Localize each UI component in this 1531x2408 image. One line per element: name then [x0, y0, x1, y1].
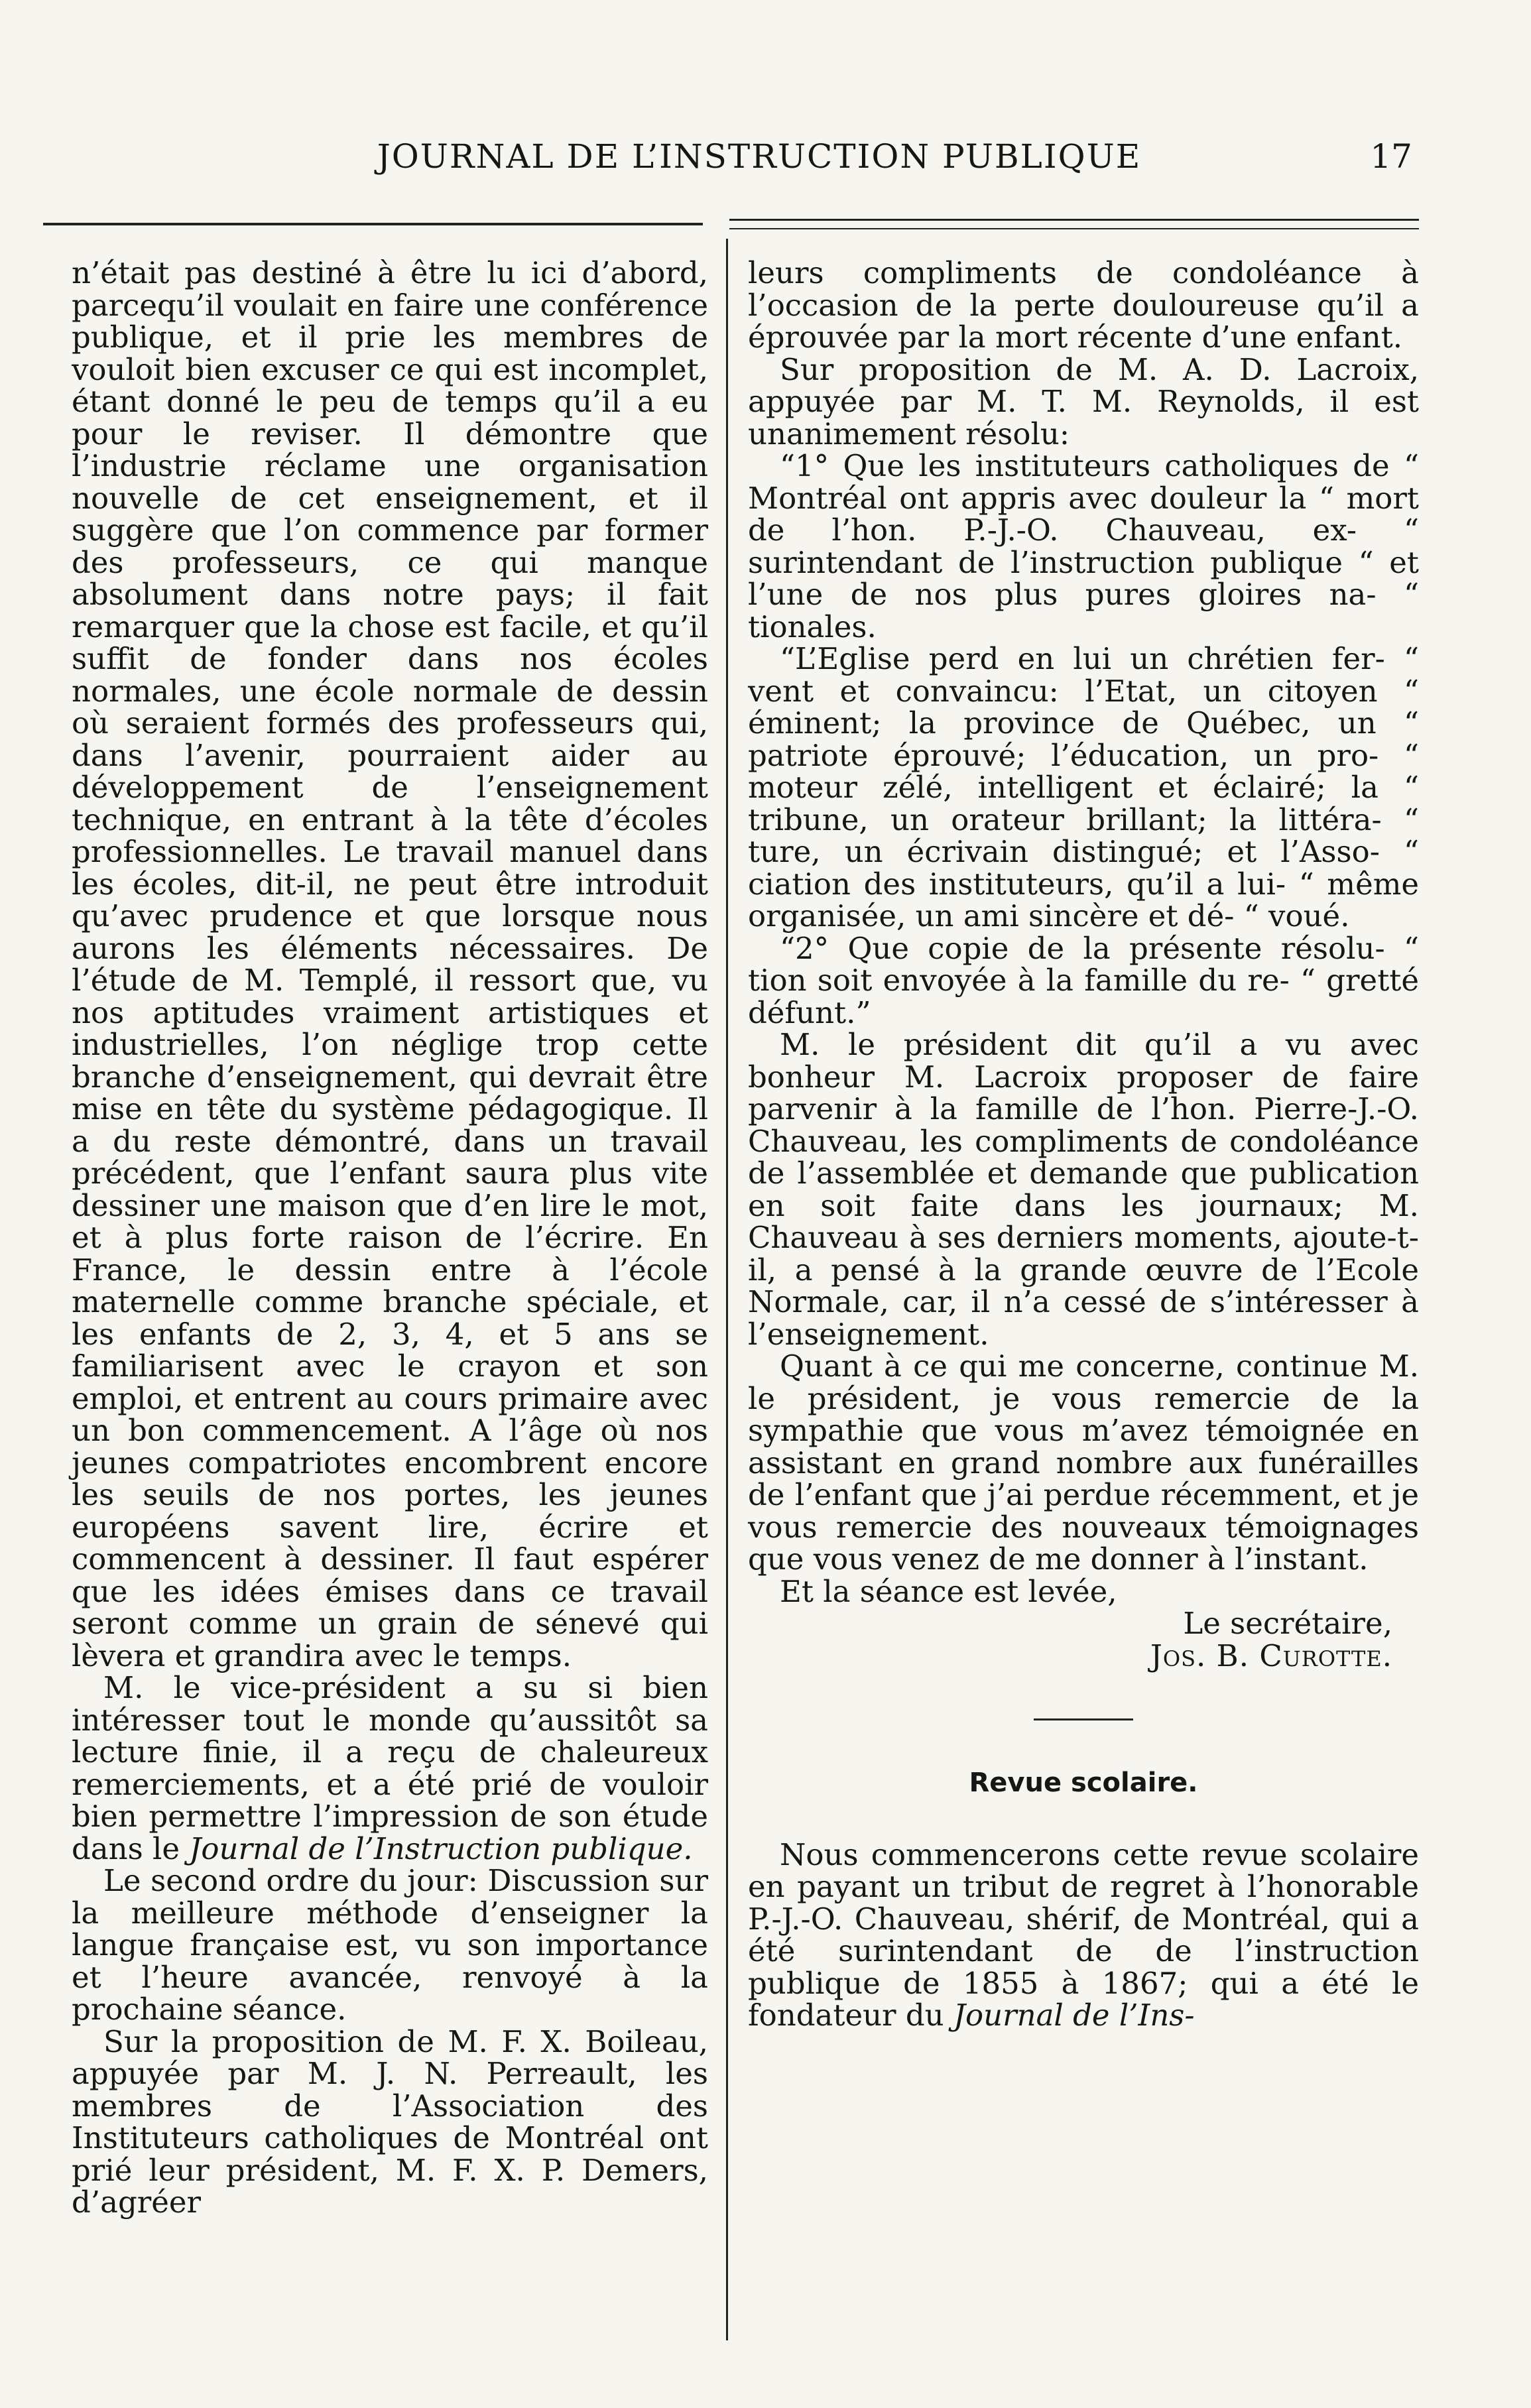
- column-divider: [726, 239, 728, 2340]
- signature-role: Le secrétaire,: [1183, 1606, 1392, 1641]
- section-separator: [1034, 1718, 1133, 1720]
- paragraph-text: M. le vice-président a su si bien intéresser tout le monde qu’aussitôt sa lecture finie, il a reçu de chaleureux remerciements, et a été prié de vouloir bien permettre l’impression de son étude dans le: [72, 1670, 708, 1866]
- paragraph: n’était pas destiné à être lu ici d’abord, parcequ’il voulait en faire une conférence publique, et il prie les membres de vouloit bien excuser ce qui est incomplet, étant donné le peu de temps qu’il a eu pour le reviser. Il démontre que l’industrie réclame une organisation nouvelle de cet enseignement, et il suggère que l’on commence par former des professeurs, ce qui manque absolument dans notre pays; il fait remarquer que la chose est facile, et qu’il suffit de fonder dans nos écoles normales, une école normale de dessin où seraient formés des professeurs qui, dans l’avenir, pourraient aider au développement de l’enseignement technique, en entrant à la tête d’écoles professionnelles. Le travail manuel dans les écoles, dit-il, ne peut être introduit qu’avec prudence et que lorsque nous aurons les éléments nécessaires. De l’étude de M. Templé, il ressort que, vu nos aptitudes vraiment artistiques et industrielles, l’on néglige trop cette branche d’enseignement, qui devrait être mise en tête du système pédagogique. Il a du reste démontré, dans un travail précédent, que l’enfant saura plus vite dessiner une maison que d’en lire le mot, et à plus forte raison de l’écrire. En France, le dessin entre à l’école maternelle comme branche spéciale, et les enfants de 2, 3, 4, et 5 ans se familiarisent avec le crayon et son emploi, et entrent au cours primaire avec un bon commencement. A l’âge où nos jeunes compatriotes encombrent encore les seuils de nos portes, les jeunes européens savent lire, écrire et commencent à dessiner. Il faut espérer que les idées émises dans ce travail seront comme un grain de sénevé qui lèvera et grandira avec le temps.: [72, 255, 708, 1673]
- resolution-quote: “1° Que les instituteurs catholiques de “ Montréal ont appris avec douleur la “ mort de l’hon. P.-J.-O. Chauveau, ex- “ surintendant de l’instruction publique “ et l’une de nos plus pures gloires na- “ tionales.: [748, 448, 1419, 644]
- page-header: [80, 130, 1432, 183]
- running-title: JOURNAL DE L’INSTRUCTION PUBLIQUE: [377, 137, 1142, 176]
- paragraph: M. le président dit qu’il a vu avec bonheur M. Lacroix proposer de faire parvenir à la famille de l’hon. Pierre-J.-O. Chauveau, les compliments de condoléance de l’assemblée et demande que publication en soit faite dans les journaux; M. Chauveau à ses derniers moments, ajoute-t-il, a pensé à la grande œuvre de l’Ecole Normale, car, il n’a cessé de s’intéresser à l’enseignement.: [748, 1027, 1419, 1352]
- resolution-quote: “2° Que copie de la présente résolu- “ tion soit envoyée à la famille du re- “ gretté défunt.”: [748, 930, 1419, 1030]
- journal-title: Journal de l’Instruction publique.: [189, 1831, 693, 1866]
- journal-title: Journal de l’Ins-: [953, 1998, 1195, 2033]
- signature-name: Jos. B. Curotte.: [1150, 1638, 1392, 1673]
- right-column: [748, 257, 1419, 2032]
- paragraph: [72, 1672, 708, 1865]
- header-rule-left: [43, 223, 703, 225]
- paragraph: Quant à ce qui me concerne, continue M. le président, je vous remercie de la sympathie que vous m’avez témoignée en assistant en grand nombre aux funérailles de l’enfant que j’ai perdue récemment, et je vous remercie des nouveaux témoignages que vous venez de me donner à l’instant.: [748, 1349, 1419, 1577]
- resolution-quote: “L’Eglise perd en lui un chrétien fer- “ vent et convaincu: l’Etat, un citoyen “ éminent; la province de Québec, un “ patriote éprouvé; l’éducation, un pro- “ moteur zélé, intelligent et éclairé; la “ tribune, un orateur brillant; la littéra- “ ture, un écrivain distingué; et l’Asso- “ ciation des instituteurs, qu’il a lui- “ même organisée, un ami sincère et dé- “ voué.: [748, 641, 1419, 933]
- paragraph: Sur la proposition de M. F. X. Boileau, appuyée par M. J. N. Perreault, les membres de l’Association des Instituteurs catholiques de Montréal ont prié leur président, M. F. X. P. Demers, d’agréer: [72, 2023, 708, 2220]
- page-number: 17: [1370, 137, 1412, 176]
- paragraph: Sur proposition de M. A. D. Lacroix, appuyée par M. T. M. Reynolds, il est unanimement résolu:: [748, 351, 1419, 452]
- section-heading: Revue scolaire.: [969, 1768, 1198, 1798]
- header-rule-right: [729, 219, 1419, 221]
- header-rule-right-secondary: [729, 228, 1419, 229]
- paragraph: Et la séance est levée,: [780, 1573, 1117, 1609]
- paragraph-text: Nous commencerons cette revue scolaire en payant un tribut de regret à l’honorable P.-J.-O. Chauveau, shérif, de Montréal, qui a été surintendant de de l’instruction publique de 1855 à 1867; qui a été le fondateur du: [748, 1836, 1419, 2033]
- left-column: [72, 257, 708, 2219]
- paragraph: [748, 1836, 1419, 2033]
- paragraph: Le second ordre du jour: Discussion sur la meilleure méthode d’enseigner la langue française est, vu son importance et l’heure avancée, renvoyé à la prochaine séance.: [72, 1863, 708, 2027]
- paragraph: leurs compliments de condoléance à l’occasion de la perte douloureuse qu’il a éprouvée par la mort récente d’une enfant.: [748, 255, 1419, 355]
